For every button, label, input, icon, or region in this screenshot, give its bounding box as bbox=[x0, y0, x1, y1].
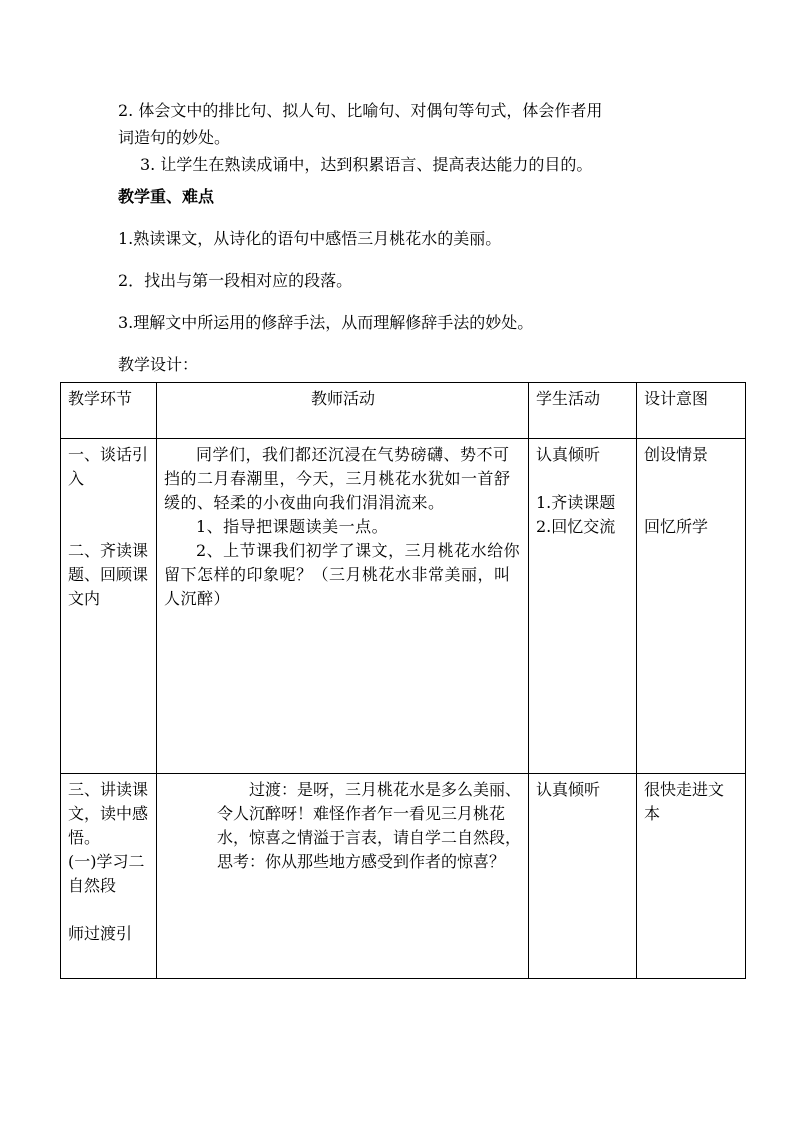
lesson-plan-table bbox=[60, 382, 746, 979]
intent-text: 很快走进文本 bbox=[644, 780, 725, 823]
key-point-3: 3.理解文中所运用的修辞手法，从而理解修辞手法的妙处。 bbox=[118, 313, 534, 332]
design-intent-cell bbox=[637, 439, 746, 774]
stage-cell bbox=[61, 774, 157, 979]
objective-item-2-line-1: 2. 体会文中的排比句、拟人句、比喻句、对偶句等句式，体会作者用 bbox=[118, 101, 603, 120]
stage-text: 二、齐读课题、回顾课文内 bbox=[68, 541, 149, 608]
intent-text: 创设情景 bbox=[644, 445, 709, 464]
student-text: 认真倾听 bbox=[536, 445, 601, 464]
stage-text: (一)学习二自然段 bbox=[68, 852, 145, 895]
student-activity-cell bbox=[529, 774, 637, 979]
header-stage: 教学环节 bbox=[61, 383, 157, 439]
teacher-activity-cell bbox=[157, 774, 529, 979]
stage-cell bbox=[61, 439, 157, 774]
header-design-intent: 设计意图 bbox=[637, 383, 746, 439]
teacher-text: 同学们，我们都还沉浸在气势磅礴、势不可挡的二月春潮里，今天，三月桃花水犹如一首舒缓的、轻柔的小夜曲向我们涓涓流来。 bbox=[164, 445, 511, 512]
stage-text: 师过渡引 bbox=[68, 924, 133, 943]
table-row bbox=[61, 774, 746, 979]
teacher-text: 过渡：是呀，三月桃花水是多么美丽、令人沉醉呀！难怪作者乍一看见三月桃花水，惊喜之情溢于言表，请自学二自然段，思考：你从那些地方感受到作者的惊喜？ bbox=[217, 780, 522, 871]
stage-text: 一、谈话引入 bbox=[68, 445, 149, 488]
teacher-activity-cell bbox=[157, 439, 529, 774]
teacher-text: 2、上节课我们初学了课文，三月桃花水给你留下怎样的印象呢？（三月桃花水非常美丽，叫人沉醉） bbox=[164, 541, 521, 608]
student-text: 认真倾听 bbox=[536, 780, 601, 799]
header-teacher-activity: 教师活动 bbox=[157, 383, 529, 439]
student-activity-cell bbox=[529, 439, 637, 774]
intent-text: 回忆所学 bbox=[644, 517, 709, 536]
objective-item-2-line-2: 词造句的妙处。 bbox=[118, 128, 231, 147]
key-point-2: 2．找出与第一段相对应的段落。 bbox=[118, 271, 353, 290]
teaching-design-label: 教学设计： bbox=[118, 355, 199, 374]
objective-item-3: 3. 让学生在熟读成诵中，达到积累语言、提高表达能力的目的。 bbox=[140, 155, 593, 174]
table-row bbox=[61, 439, 746, 774]
header-student-activity: 学生活动 bbox=[529, 383, 637, 439]
key-point-1: 1.熟读课文，从诗化的语句中感悟三月桃花水的美丽。 bbox=[118, 229, 502, 248]
stage-text: 三、讲读课文，读中感悟。 bbox=[68, 780, 149, 847]
table-header-row bbox=[61, 383, 746, 439]
key-points-heading: 教学重、难点 bbox=[118, 187, 215, 206]
design-intent-cell bbox=[637, 774, 746, 979]
student-text: 2.回忆交流 bbox=[536, 517, 616, 536]
student-text: 1.齐读课题 bbox=[536, 493, 616, 512]
teacher-text: 1、指导把课题读美一点。 bbox=[196, 517, 389, 536]
